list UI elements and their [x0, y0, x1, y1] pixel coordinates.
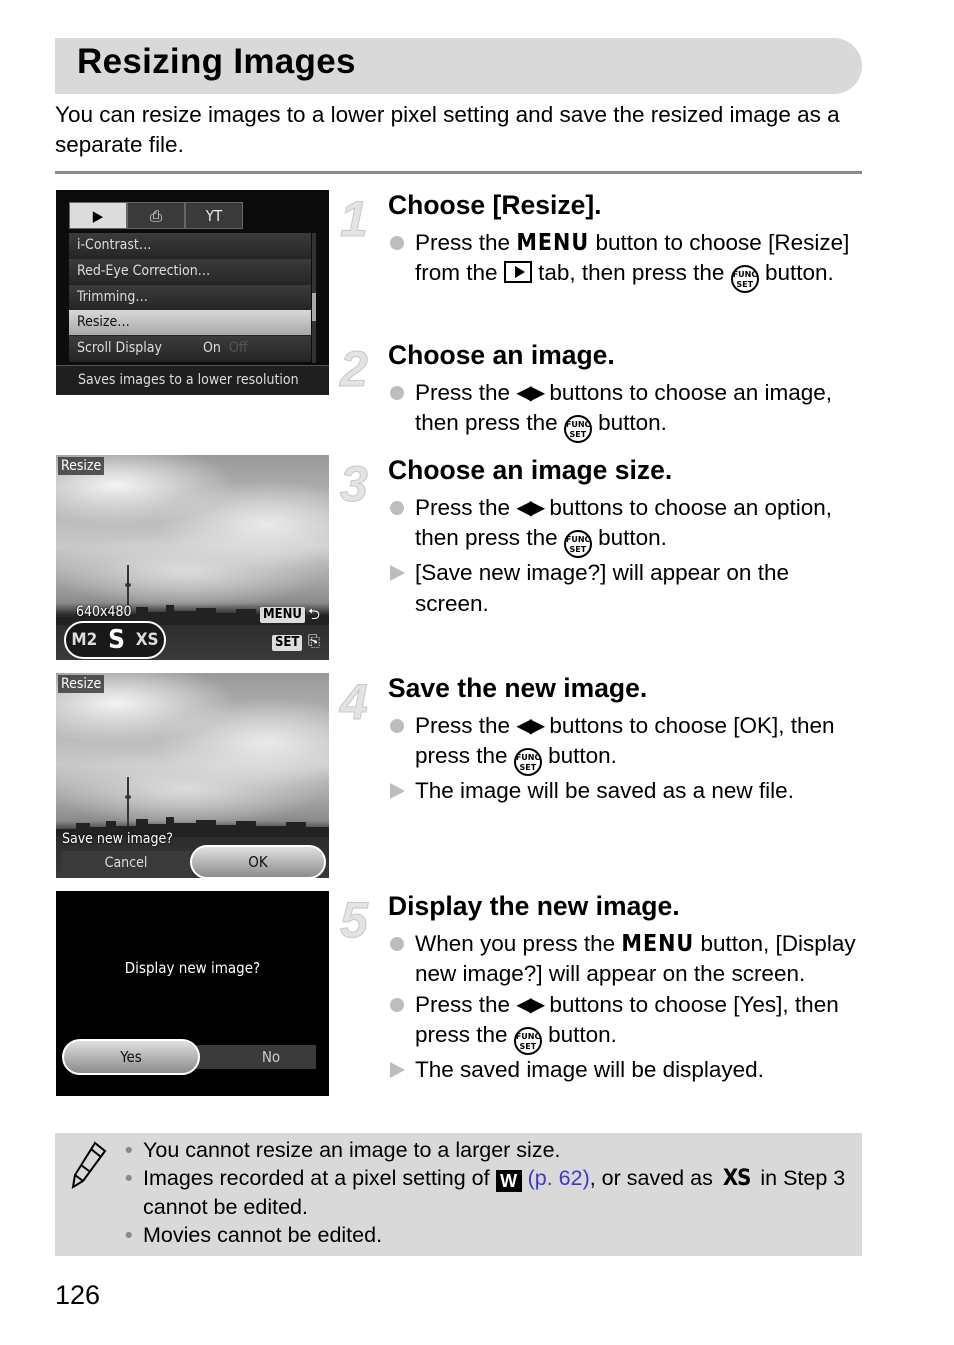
- playback-tab-icon: [504, 261, 532, 283]
- instruction-text: When you press the: [415, 931, 616, 956]
- instruction-text: Press the: [415, 495, 511, 520]
- set-label: SET: [569, 545, 587, 555]
- set-label: SET: [569, 430, 587, 440]
- save-icon: ⎘: [308, 632, 321, 650]
- func-label: FUNC: [732, 270, 758, 280]
- note-text: You cannot resize an image to a larger size.: [143, 1138, 561, 1162]
- instruction-text: tab, then press the: [538, 260, 725, 286]
- result-text: [Save new image?] will appear on the screen.: [415, 560, 789, 616]
- result-arrow-icon: [390, 565, 405, 581]
- step-heading: Save the new image.: [388, 673, 648, 703]
- menu-item-selected: Resize…: [69, 310, 311, 336]
- scroll-on-value: On: [203, 340, 221, 357]
- ok-button: OK: [190, 845, 326, 878]
- note-box: [55, 1133, 862, 1256]
- step-number: 4: [340, 674, 368, 730]
- result-arrow-icon: [390, 783, 405, 799]
- no-button: No: [261, 1048, 281, 1066]
- page-number: 126: [55, 1280, 101, 1310]
- pencil-icon: [69, 1141, 109, 1189]
- camera-screen-display: [56, 891, 329, 1096]
- instruction-text: button.: [598, 525, 667, 551]
- left-right-arrows-icon: ◀▶: [516, 497, 544, 519]
- bullet-icon: •: [125, 1138, 133, 1162]
- camera-screen-resize-size: [56, 455, 329, 660]
- func-label: FUNC: [565, 535, 591, 545]
- title-bar: [55, 38, 862, 94]
- size-option-m2: M2: [71, 630, 98, 650]
- menu-button-icon: MENU: [516, 230, 590, 256]
- note-text: Images recorded at a pixel setting of: [143, 1166, 490, 1190]
- instruction-text: Press the: [415, 991, 511, 1017]
- display-question: Display new image?: [124, 959, 261, 977]
- left-right-arrows-icon: ◀▶: [516, 715, 544, 737]
- step-heading: Choose an image size.: [388, 455, 673, 485]
- intro-text: You can resize images to a lower pixel setting and save the resized image as a separate file.: [55, 102, 840, 157]
- step-heading: Display the new image.: [388, 891, 680, 921]
- step-items: [388, 711, 866, 807]
- set-label: SET: [736, 280, 754, 290]
- yes-button: Yes: [62, 1039, 200, 1075]
- skyline-image: [56, 777, 329, 837]
- step-5: [340, 891, 870, 1121]
- menu-hint: Saves images to a lower resolution: [56, 365, 329, 395]
- camera-screen-menu: [56, 190, 329, 395]
- menu-item-scroll-display: [69, 336, 311, 362]
- menu-item: Trimming…: [69, 285, 311, 311]
- divider: [55, 171, 862, 174]
- step-items: [388, 228, 866, 293]
- set-chip: SET: [272, 635, 302, 651]
- save-question: Save new image?: [62, 831, 173, 847]
- menu-tabs: [69, 202, 244, 229]
- note-text: in Step 3 cannot be edited.: [143, 1166, 846, 1219]
- step-2: [340, 340, 870, 450]
- func-set-button-icon: [514, 1027, 542, 1055]
- step-4: [340, 673, 870, 823]
- cancel-button: Cancel: [62, 851, 190, 875]
- instruction-text: button.: [548, 1022, 617, 1048]
- func-set-button-icon: [564, 415, 592, 443]
- bullet-icon: [390, 236, 404, 250]
- step-instruction: [388, 711, 866, 776]
- step-heading: Choose [Resize].: [388, 190, 602, 220]
- step-number: 2: [340, 341, 368, 397]
- scroll-off-value: Off: [229, 340, 248, 357]
- menu-item: Red-Eye Correction…: [69, 259, 311, 285]
- screen-label: Resize: [58, 457, 104, 475]
- instruction-text: button.: [764, 260, 834, 286]
- menu-chip: MENU: [260, 607, 305, 623]
- bullet-icon: •: [125, 1223, 133, 1247]
- menu-item-label: Scroll Display: [77, 340, 162, 357]
- set-label: SET: [519, 763, 537, 773]
- instruction-text: button.: [548, 743, 617, 769]
- bullet-icon: [390, 998, 404, 1012]
- page-link[interactable]: (p. 62): [527, 1166, 590, 1190]
- bullet-icon: [390, 501, 404, 515]
- step-items: [388, 378, 866, 443]
- note-text: Movies cannot be edited.: [143, 1223, 383, 1247]
- step-instruction: [388, 378, 866, 443]
- step-number: 1: [340, 191, 368, 247]
- func-label: FUNC: [515, 753, 541, 763]
- step-result: [388, 776, 866, 806]
- instruction-text: Press the: [415, 230, 511, 255]
- scrollbar-thumb: [312, 293, 316, 321]
- instruction-text: buttons to choose [OK], then press the: [415, 713, 835, 769]
- step-instruction: [388, 990, 866, 1055]
- step-3: [340, 455, 870, 625]
- page-title: Resizing Images: [77, 42, 356, 81]
- bullet-icon: [390, 937, 404, 951]
- tab-playback-icon: ▶: [69, 202, 127, 229]
- instruction-text: button, [Display new image?] will appear on the screen.: [415, 931, 856, 987]
- left-right-arrows-icon: ◀▶: [516, 993, 544, 1016]
- step-instruction: [388, 493, 866, 558]
- note-item: [125, 1221, 855, 1249]
- left-right-arrows-icon: ◀▶: [516, 382, 544, 404]
- func-set-button-icon: [731, 265, 759, 293]
- step-1: [340, 190, 870, 330]
- tab-settings-icon: ΥΤ: [185, 202, 243, 229]
- step-number: 5: [340, 892, 368, 948]
- step-number: 3: [340, 456, 368, 512]
- instruction-text: buttons to choose an image, then press the: [415, 380, 833, 436]
- menu-list: [69, 233, 311, 362]
- instruction-text: Press the: [415, 713, 511, 738]
- instruction-text: button to choose [Resize] from the: [415, 230, 850, 286]
- step-instruction: [388, 228, 866, 293]
- size-option-xs: XS: [135, 630, 159, 650]
- step-heading: Choose an image.: [388, 340, 615, 370]
- step-result: [388, 1055, 866, 1085]
- bullet-icon: •: [125, 1166, 133, 1190]
- bullet-icon: [390, 386, 404, 400]
- instruction-text: button.: [598, 410, 667, 436]
- set-label: SET: [519, 1042, 537, 1052]
- note-text: , or saved as: [589, 1166, 713, 1190]
- note-item: [125, 1136, 855, 1164]
- widescreen-icon: W: [496, 1170, 522, 1192]
- step-instruction: [388, 929, 866, 990]
- instruction-text: Press the: [415, 380, 511, 405]
- func-set-button-icon: [564, 530, 592, 558]
- xs-size-icon: XS: [722, 1166, 751, 1191]
- step-result: [388, 558, 866, 619]
- size-option-s: S: [108, 625, 125, 655]
- note-list: [125, 1136, 855, 1249]
- note-item: [125, 1164, 855, 1221]
- func-label: FUNC: [515, 1032, 541, 1042]
- back-icon: ⮌: [308, 605, 321, 623]
- menu-scrollbar: [312, 233, 316, 363]
- step-items: [388, 493, 866, 619]
- camera-screen-save: [56, 673, 329, 878]
- tab-print-icon: ⎙: [127, 202, 185, 229]
- result-text: The image will be saved as a new file.: [415, 778, 794, 804]
- bullet-icon: [390, 719, 404, 733]
- menu-button-icon: MENU: [621, 931, 695, 957]
- func-set-button-icon: [514, 748, 542, 776]
- func-label: FUNC: [565, 420, 591, 430]
- result-arrow-icon: [390, 1062, 405, 1078]
- size-selector: [64, 621, 166, 659]
- instruction-text: buttons to choose [Yes], then press the: [415, 991, 839, 1048]
- screen-label: Resize: [58, 675, 104, 693]
- result-text: The saved image will be displayed.: [415, 1057, 764, 1083]
- resolution-readout: 640x480: [76, 604, 132, 620]
- instruction-text: buttons to choose an option, then press the: [415, 495, 833, 551]
- menu-item: i-Contrast…: [69, 233, 311, 259]
- step-items: [388, 929, 866, 1086]
